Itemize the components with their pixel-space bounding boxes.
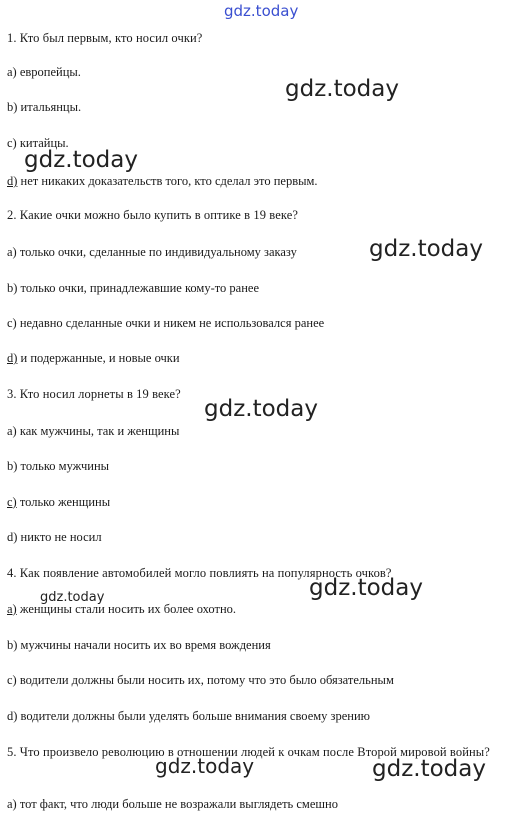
q2-option-a: a) только очки, сделанные по индивидуальному заказу	[7, 245, 297, 259]
question-3: 3. Кто носил лорнеты в 19 веке?	[7, 387, 181, 401]
option-text: нет никаких доказательств того, кто сделал это первым.	[17, 174, 318, 188]
q3-option-b: b) только мужчины	[7, 459, 110, 473]
q4-option-a	[7, 601, 523, 618]
answer-marker: a)	[7, 602, 17, 616]
q1-option-d	[7, 173, 523, 190]
q3-option-c	[7, 494, 523, 511]
watermark: gdz.today	[24, 147, 138, 173]
option-text: женщины стали носить их более охотно.	[16, 602, 237, 616]
watermark: gdz.today	[309, 575, 423, 601]
q2-option-b: b) только очки, принадлежавшие кому-то ранее	[7, 281, 260, 295]
question-2: 2. Какие очки можно было купить в оптике в 19 веке?	[7, 208, 299, 222]
q1-option-b: b) итальянцы.	[7, 100, 82, 114]
watermark: gdz.today	[285, 76, 399, 102]
q1-option-c: c) китайцы.	[7, 136, 69, 150]
q2-option-d	[7, 350, 523, 367]
q3-option-a: a) как мужчины, так и женщины	[7, 424, 180, 438]
watermark-top: gdz.today	[224, 2, 299, 20]
q3-option-d: d) никто не носил	[7, 530, 102, 544]
q4-option-d: d) водители должны были уделять больше внимания своему зрению	[7, 709, 370, 723]
question-4: 4. Как появление автомобилей могло повлиять на популярность очков?	[7, 566, 392, 580]
q2-option-c: c) недавно сделанные очки и никем не использовался ранее	[7, 316, 325, 330]
watermark: gdz.today	[155, 754, 255, 778]
answer-marker: c)	[7, 495, 17, 509]
watermark: gdz.today	[204, 396, 318, 422]
watermark: gdz.today	[369, 236, 483, 262]
answer-marker: d)	[7, 351, 18, 365]
question-5: 5. Что произвело революцию в отношении людей к очкам после Второй мировой войны?	[7, 745, 490, 759]
option-text: только женщины	[16, 495, 111, 509]
option-text: и подержанные, и новые очки	[17, 351, 180, 365]
q4-option-c: c) водители должны были носить их, потому что это было обязательным	[7, 673, 394, 687]
question-1: 1. Кто был первым, кто носил очки?	[7, 31, 203, 45]
q1-option-a: а) европейцы.	[7, 65, 81, 79]
answer-marker: d)	[7, 174, 18, 188]
watermark: gdz.today	[40, 590, 105, 605]
watermark: gdz.today	[372, 756, 486, 782]
q5-option-a: a) тот факт, что люди больше не возражали выглядеть смешно	[7, 797, 338, 811]
q4-option-b: b) мужчины начали носить их во время вождения	[7, 638, 271, 652]
